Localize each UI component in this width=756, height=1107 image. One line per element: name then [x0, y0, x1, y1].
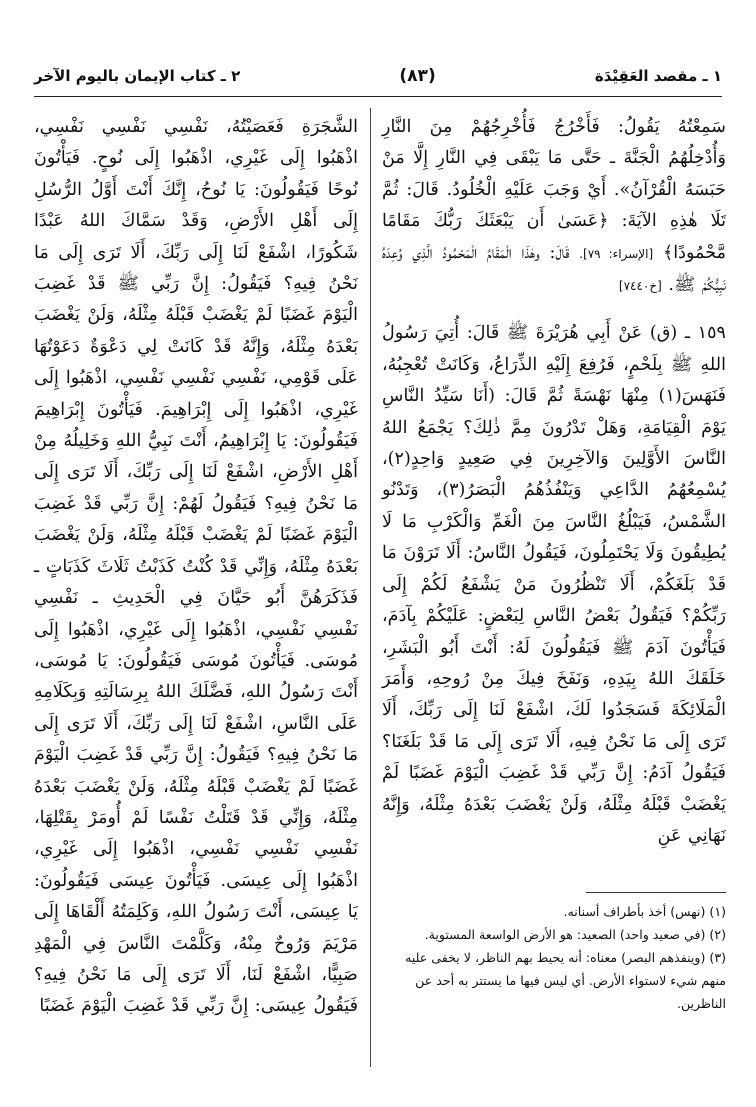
right-column	[382, 112, 726, 852]
quran-reference: [الإسراء: ٧٩].	[579, 246, 654, 261]
header-chapter-title: ٢ ـ كتاب الإيمان باليوم الآخر	[34, 67, 241, 85]
footnote-3: (٣) (وينفذهم البصر) معناه: أنه يحيط بهم الناظر، لا يخفى عليه منهم شيء لاستواء الأرض. أي ليس فيها ما يستتر به أحد عن الناظرين.	[405, 950, 726, 1011]
footnotes	[382, 900, 726, 1015]
paragraph-text: سَمِعْتُهُ يَقُولُ: فَأَخْرُجُ فَأُخْرِجُهُمْ مِنَ النَّارِ وَأُدْخِلُهُمُ الْجَنَّةَ ـ حَتَّى مَا يَبْقَى فِي النَّارِ إِلَّا مَنْ حَبَسَهُ الْقُرْآنُ». أَيْ وَجَبَ عَلَيْهِ الْخُلُودُ. قَالَ: ثُمَّ تَلَا هٰذِهِ الآيَةَ: ﴿عَسَىٰ أَن يَبْعَثَكَ رَبُّكَ مَقَامًا مَّحْمُودًا﴾	[382, 117, 727, 263]
page-header	[34, 60, 722, 92]
page-number: (٨٣)	[399, 66, 436, 86]
column-divider	[370, 108, 371, 1067]
hadith-reference: [خ٧٤٤٠]	[618, 279, 662, 294]
paragraph-continuation	[382, 112, 726, 302]
footnote-1: (١) (نهس) أخذ بأطراف أسنانه.	[563, 904, 726, 919]
footnote-2: (٢) (في صعيد واحد) الصعيد: هو الأرض الواسعة المستوية.	[424, 927, 726, 942]
header-divider	[34, 96, 722, 97]
hadith-159: ١٥٩ ـ (ق) عَنْ أَبِي هُرَيْرَةَ ﷺ قَالَ: أُتِيَ رَسُولُ اللهِ ﷺ بِلَحْمٍ، فَرُفِعَ إِلَيْهِ الذِّرَاعُ، وَكَانَتْ تُعْجِبُهُ، فَنَهَسَ(١) مِنْهَا نَهْسَةً ثُمَّ قَالَ: (أَنَا سَيِّدُ النَّاسِ يَوْمَ الْقِيَامَةِ، وَهَلْ تَدْرُونَ مِمَّ ذٰلِكَ؟ يَجْمَعُ اللهُ النَّاسَ الأَوَّلِينَ وَالآخِرِينَ فِي صَعِيدٍ وَاحِدٍ(٢)، يُسْمِعُهُمُ الدَّاعِي وَيَنْفُذُهُمُ الْبَصَرُ(٣)، وَتَدْنُو الشَّمْسُ، فَيَبْلُغُ النَّاسَ مِنَ الْغَمِّ وَالْكَرْبِ مَا لَا يُطِيقُونَ وَلَا يَحْتَمِلُونَ، فَيَقُولُ النَّاسُ: أَلَا تَرَوْنَ مَا قَدْ بَلَغَكُمْ، أَلَا تَنْظُرُونَ مَنْ يَشْفَعُ لَكُمْ إِلَى رَبِّكُمْ؟ فَيَقُولُ بَعْضُ النَّاسِ لِبَعْضٍ: عَلَيْكُمْ بِآدَمَ، فَيَأْتُونَ آدَمَ ﷺ فَيَقُولُونَ لَهُ: أَنْتَ أَبُو الْبَشَرِ، خَلَقَكَ اللهُ بِيَدِهِ، وَنَفَخَ فِيكَ مِنْ رُوحِهِ، وَأَمَرَ الْمَلَائِكَةَ فَسَجَدُوا لَكَ، اشْفَعْ لَنَا إِلَى رَبِّكَ، أَلَا تَرَى إِلَى مَا نَحْنُ فِيهِ، أَلَا تَرَى إِلَى مَا قَدْ بَلَغَنَا؟ فَيَقُولُ آدَمُ: إِنَّ رَبِّي قَدْ غَضِبَ الْيَوْمَ غَضَبًا لَمْ يَغْضَبْ قَبْلَهُ مِثْلَهُ، وَلَنْ يَغْضَبَ بَعْدَهُ مِثْلَهُ، وَإِنَّهُ نَهَانِي عَنِ	[381, 323, 727, 846]
header-section-title: ١ ـ مقصد العَقِيْدَة	[594, 67, 722, 85]
paragraph-text-end: قَالَ: وهٰذَا الْمَقَامُ الْمَحْمُودُ الَّذِي وُعِدَهُ نَبِيُّكُمْ ﷺ.	[382, 242, 726, 296]
hadith-continuation: الشَّجَرَةِ فَعَصَيْتُهُ، نَفْسِي نَفْسِي نَفْسِي، اذْهَبُوا إِلَى غَيْرِي، اذْهَبُوا إِلَى نُوحٍ. فَيَأْتُونَ نُوحًا فَيَقُولُونَ: يَا نُوحُ، إِنَّكَ أَنْتَ أَوَّلُ الرُّسُلِ إِلَى أَهْلِ الأَرْضِ، وَقَدْ سَمَّاكَ اللهُ عَبْدًا شَكُورًا، اشْفَعْ لَنَا إِلَى رَبِّكَ، أَلَا تَرَى إِلَى مَا نَحْنُ فِيهِ؟ فَيَقُولُ: إِنَّ رَبِّي ﷺ قَدْ غَضِبَ الْيَوْمَ غَضَبًا لَمْ يَغْضَبْ قَبْلَهُ مِثْلَهُ، وَلَنْ يَغْضَبَ بَعْدَهُ مِثْلَهُ، وَإِنَّهُ قَدْ كَانَتْ لِي دَعْوَةٌ دَعَوْتُهَا عَلَى قَوْمِي، نَفْسِي نَفْسِي نَفْسِي، اذْهَبُوا إِلَى غَيْرِي، اذْهَبُوا إِلَى إِبْرَاهِيمَ. فَيَأْتُونَ إِبْرَاهِيمَ فَيَقُولُونَ: يَا إِبْرَاهِيمُ، أَنْتَ نَبِيُّ اللهِ وَخَلِيلُهُ مِنْ أَهْلِ الأَرْضِ، اشْفَعْ لَنَا إِلَى رَبِّكَ، أَلَا تَرَى إِلَى مَا نَحْنُ فِيهِ؟ فَيَقُولُ لَهُمْ: إِنَّ رَبِّي قَدْ غَضِبَ الْيَوْمَ غَضَبًا لَمْ يَغْضَبْ قَبْلَهُ مِثْلَهُ، وَلَنْ يَغْضَبَ بَعْدَهُ مِثْلَهُ، وَإِنِّي قَدْ كُنْتُ كَذَبْتُ ثَلَاثَ كَذَبَاتٍ ـ فَذَكَرَهُنَّ أَبُو حَيَّانَ فِي الْحَدِيثِ ـ نَفْسِي نَفْسِي نَفْسِي، اذْهَبُوا إِلَى غَيْرِي، اذْهَبُوا إِلَى مُوسَى. فَيَأْتُونَ مُوسَى فَيَقُولُونَ: يَا مُوسَى، أَنْتَ رَسُولُ اللهِ، فَضَّلَكَ اللهُ بِرِسَالَتِهِ وَبِكَلَامِهِ عَلَى النَّاسِ، اشْفَعْ لَنَا إِلَى رَبِّكَ، أَلَا تَرَى إِلَى مَا نَحْنُ فِيهِ؟ فَيَقُولُ: إِنَّ رَبِّي قَدْ غَضِبَ الْيَوْمَ غَضَبًا لَمْ يَغْضَبْ قَبْلَهُ مِثْلَهُ، وَلَنْ يَغْضَبَ بَعْدَهُ مِثْلَهُ، وَإِنِّي قَدْ قَتَلْتُ نَفْسًا لَمْ أُومَرْ بِقَتْلِهَا، نَفْسِي نَفْسِي نَفْسِي، اذْهَبُوا إِلَى غَيْرِي، اذْهَبُوا إِلَى عِيسَى. فَيَأْتُونَ عِيسَى فَيَقُولُونَ: يَا عِيسَى، أَنْتَ رَسُولُ اللهِ، وَكَلِمَتُهُ أَلْقَاهَا إِلَى مَرْيَمَ وَرُوحٌ مِنْهُ، وَكَلَّمْتَ النَّاسَ فِي الْمَهْدِ صَبِيًّا، اشْفَعْ لَنَا، أَلَا تَرَى إِلَى مَا نَحْنُ فِيهِ؟ فَيَقُولُ عِيسَى: إِنَّ رَبِّي قَدْ غَضِبَ الْيَوْمَ غَضَبًا	[34, 117, 358, 1017]
footnote-separator	[586, 892, 726, 893]
left-column	[34, 112, 358, 1023]
